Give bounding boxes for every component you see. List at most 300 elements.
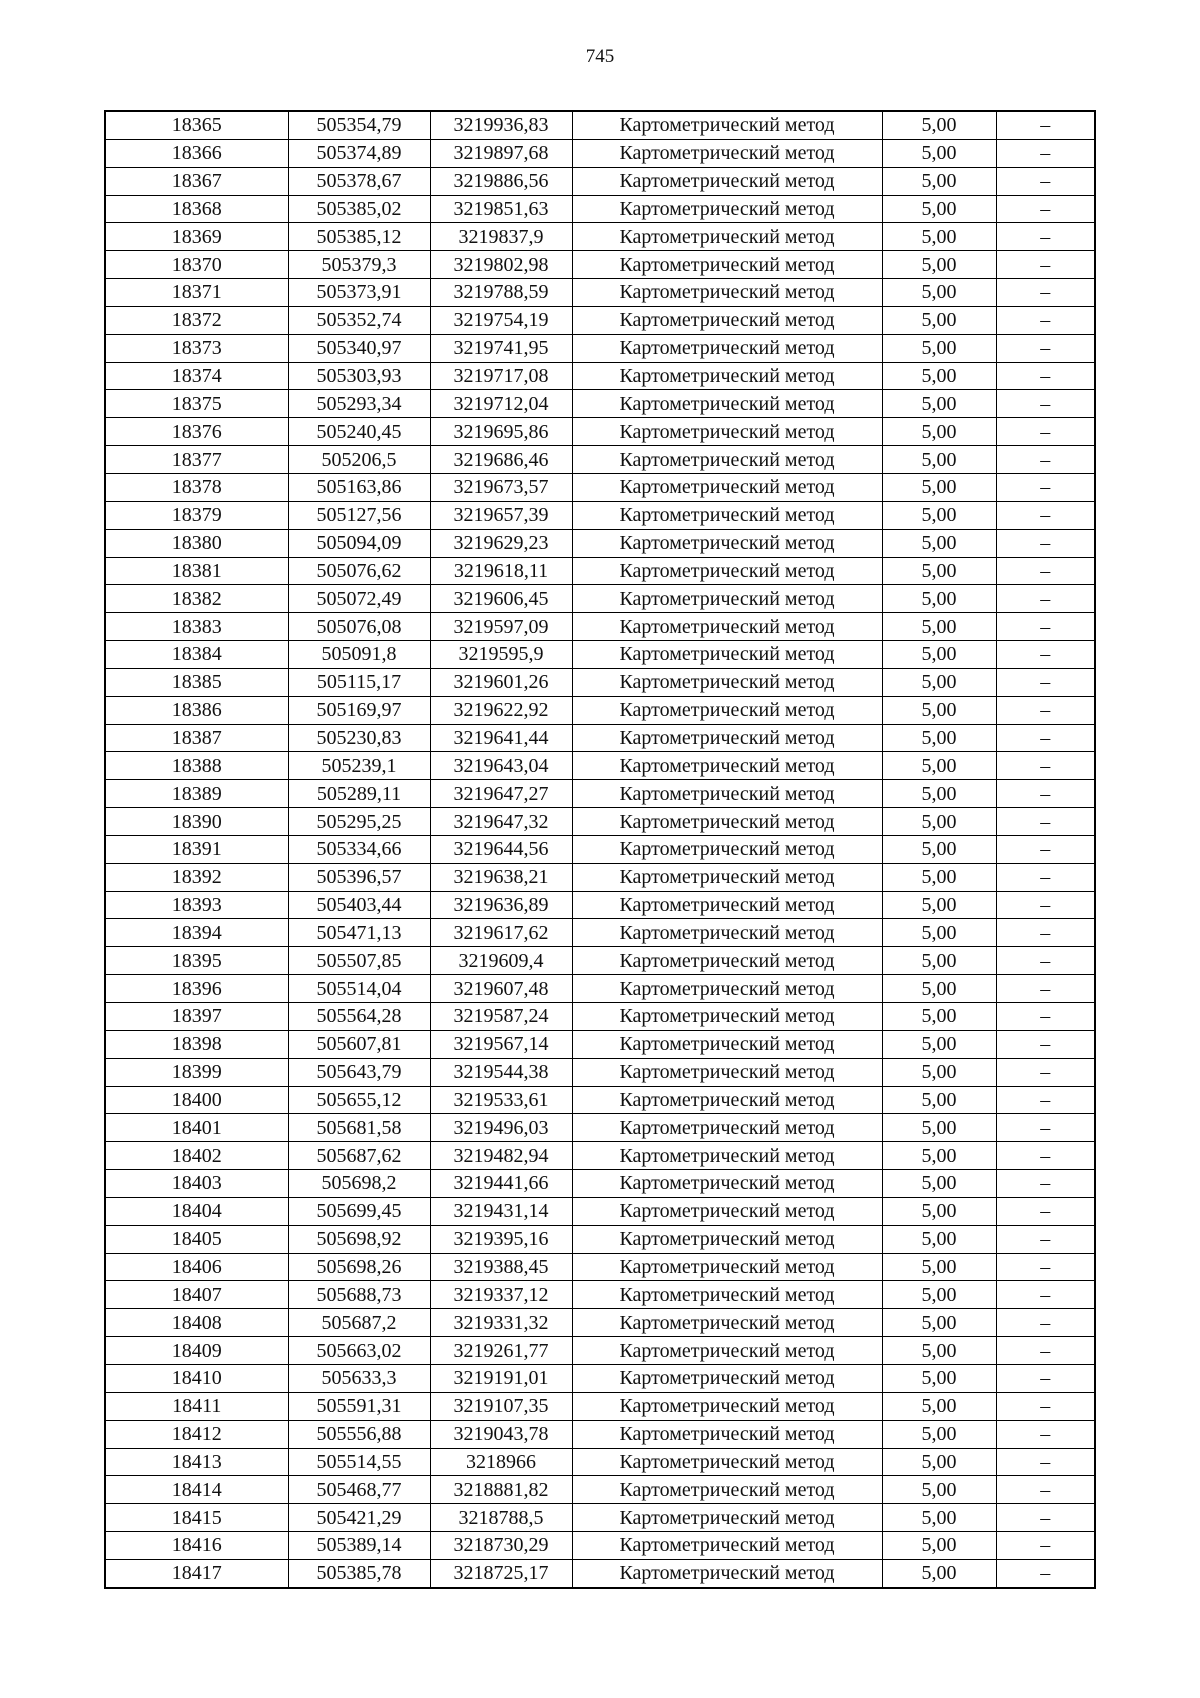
error-cell: 5,00: [882, 975, 996, 1003]
y-coordinate-cell: 3219644,56: [430, 835, 572, 863]
method-cell: Картометрический метод: [572, 808, 882, 836]
table-row: [105, 863, 1095, 891]
method-cell: Картометрический метод: [572, 167, 882, 195]
method-cell: Картометрический метод: [572, 1559, 882, 1587]
dash-cell: –: [996, 613, 1095, 641]
point-number-cell: 18400: [105, 1086, 288, 1114]
dash-cell: –: [996, 1142, 1095, 1170]
error-cell: 5,00: [882, 1392, 996, 1420]
table-row: [105, 139, 1095, 167]
y-coordinate-cell: 3219622,92: [430, 696, 572, 724]
dash-cell: –: [996, 501, 1095, 529]
method-cell: Картометрический метод: [572, 473, 882, 501]
point-number-cell: 18387: [105, 724, 288, 752]
page-number: 745: [585, 46, 615, 67]
y-coordinate-cell: 3219607,48: [430, 975, 572, 1003]
y-coordinate-cell: 3219754,19: [430, 306, 572, 334]
y-coordinate-cell: 3219629,23: [430, 529, 572, 557]
y-coordinate-cell: 3219261,77: [430, 1337, 572, 1365]
point-number-cell: 18393: [105, 891, 288, 919]
y-coordinate-cell: 3219337,12: [430, 1281, 572, 1309]
y-coordinate-cell: 3219647,32: [430, 808, 572, 836]
dash-cell: –: [996, 752, 1095, 780]
y-coordinate-cell: 3219597,09: [430, 613, 572, 641]
y-coordinate-cell: 3219587,24: [430, 1003, 572, 1031]
dash-cell: –: [996, 1170, 1095, 1198]
point-number-cell: 18377: [105, 446, 288, 474]
x-coordinate-cell: 505403,44: [288, 891, 430, 919]
table-row: [105, 752, 1095, 780]
method-cell: Картометрический метод: [572, 1225, 882, 1253]
table-row: [105, 808, 1095, 836]
x-coordinate-cell: 505239,1: [288, 752, 430, 780]
table-row: [105, 1448, 1095, 1476]
x-coordinate-cell: 505169,97: [288, 696, 430, 724]
x-coordinate-cell: 505354,79: [288, 111, 430, 139]
y-coordinate-cell: 3219496,03: [430, 1114, 572, 1142]
method-cell: Картометрический метод: [572, 975, 882, 1003]
method-cell: Картометрический метод: [572, 1253, 882, 1281]
y-coordinate-cell: 3219802,98: [430, 251, 572, 279]
table-row: [105, 1003, 1095, 1031]
dash-cell: –: [996, 919, 1095, 947]
y-coordinate-cell: 3218788,5: [430, 1504, 572, 1532]
error-cell: 5,00: [882, 418, 996, 446]
method-cell: Картометрический метод: [572, 1197, 882, 1225]
point-number-cell: 18417: [105, 1559, 288, 1587]
error-cell: 5,00: [882, 1448, 996, 1476]
table-row: [105, 362, 1095, 390]
method-cell: Картометрический метод: [572, 1114, 882, 1142]
method-cell: Картометрический метод: [572, 390, 882, 418]
y-coordinate-cell: 3219647,27: [430, 780, 572, 808]
y-coordinate-cell: 3219712,04: [430, 390, 572, 418]
y-coordinate-cell: 3219886,56: [430, 167, 572, 195]
point-number-cell: 18403: [105, 1170, 288, 1198]
method-cell: Картометрический метод: [572, 919, 882, 947]
y-coordinate-cell: 3219643,04: [430, 752, 572, 780]
error-cell: 5,00: [882, 919, 996, 947]
table-row: [105, 1532, 1095, 1560]
y-coordinate-cell: 3218725,17: [430, 1559, 572, 1587]
error-cell: 5,00: [882, 195, 996, 223]
error-cell: 5,00: [882, 251, 996, 279]
table-row: [105, 557, 1095, 585]
table-row: [105, 223, 1095, 251]
y-coordinate-cell: 3219601,26: [430, 668, 572, 696]
table-row: [105, 1030, 1095, 1058]
error-cell: 5,00: [882, 1086, 996, 1114]
table-row: [105, 1476, 1095, 1504]
error-cell: 5,00: [882, 557, 996, 585]
y-coordinate-cell: 3218730,29: [430, 1532, 572, 1560]
method-cell: Картометрический метод: [572, 195, 882, 223]
error-cell: 5,00: [882, 808, 996, 836]
table-row: [105, 1281, 1095, 1309]
y-coordinate-cell: 3219388,45: [430, 1253, 572, 1281]
method-cell: Картометрический метод: [572, 1030, 882, 1058]
dash-cell: –: [996, 1058, 1095, 1086]
x-coordinate-cell: 505633,3: [288, 1364, 430, 1392]
dash-cell: –: [996, 167, 1095, 195]
x-coordinate-cell: 505607,81: [288, 1030, 430, 1058]
x-coordinate-cell: 505688,73: [288, 1281, 430, 1309]
x-coordinate-cell: 505507,85: [288, 947, 430, 975]
method-cell: Картометрический метод: [572, 780, 882, 808]
x-coordinate-cell: 505698,2: [288, 1170, 430, 1198]
point-number-cell: 18376: [105, 418, 288, 446]
x-coordinate-cell: 505655,12: [288, 1086, 430, 1114]
table-row: [105, 390, 1095, 418]
error-cell: 5,00: [882, 111, 996, 139]
point-number-cell: 18416: [105, 1532, 288, 1560]
error-cell: 5,00: [882, 1114, 996, 1142]
dash-cell: –: [996, 585, 1095, 613]
table-row: [105, 1559, 1095, 1587]
dash-cell: –: [996, 1392, 1095, 1420]
dash-cell: –: [996, 1448, 1095, 1476]
method-cell: Картометрический метод: [572, 613, 882, 641]
table-row: [105, 1420, 1095, 1448]
error-cell: 5,00: [882, 1030, 996, 1058]
table-row: [105, 585, 1095, 613]
coordinates-table-body: [105, 111, 1095, 1588]
table-row: [105, 1309, 1095, 1337]
method-cell: Картометрический метод: [572, 1364, 882, 1392]
point-number-cell: 18407: [105, 1281, 288, 1309]
point-number-cell: 18378: [105, 473, 288, 501]
error-cell: 5,00: [882, 1197, 996, 1225]
y-coordinate-cell: 3219741,95: [430, 334, 572, 362]
x-coordinate-cell: 505385,78: [288, 1559, 430, 1587]
dash-cell: –: [996, 390, 1095, 418]
dash-cell: –: [996, 863, 1095, 891]
error-cell: 5,00: [882, 1253, 996, 1281]
x-coordinate-cell: 505115,17: [288, 668, 430, 696]
dash-cell: –: [996, 529, 1095, 557]
error-cell: 5,00: [882, 863, 996, 891]
error-cell: 5,00: [882, 947, 996, 975]
point-number-cell: 18366: [105, 139, 288, 167]
table-row: [105, 446, 1095, 474]
error-cell: 5,00: [882, 613, 996, 641]
x-coordinate-cell: 505094,09: [288, 529, 430, 557]
table-row: [105, 947, 1095, 975]
point-number-cell: 18365: [105, 111, 288, 139]
x-coordinate-cell: 505471,13: [288, 919, 430, 947]
method-cell: Картометрический метод: [572, 1058, 882, 1086]
table-row: [105, 1225, 1095, 1253]
table-row: [105, 195, 1095, 223]
x-coordinate-cell: 505076,08: [288, 613, 430, 641]
x-coordinate-cell: 505421,29: [288, 1504, 430, 1532]
dash-cell: –: [996, 947, 1095, 975]
error-cell: 5,00: [882, 1309, 996, 1337]
point-number-cell: 18398: [105, 1030, 288, 1058]
x-coordinate-cell: 505206,5: [288, 446, 430, 474]
error-cell: 5,00: [882, 1476, 996, 1504]
method-cell: Картометрический метод: [572, 1476, 882, 1504]
x-coordinate-cell: 505303,93: [288, 362, 430, 390]
table-row: [105, 334, 1095, 362]
point-number-cell: 18402: [105, 1142, 288, 1170]
point-number-cell: 18409: [105, 1337, 288, 1365]
error-cell: 5,00: [882, 223, 996, 251]
dash-cell: –: [996, 1420, 1095, 1448]
y-coordinate-cell: 3219609,4: [430, 947, 572, 975]
y-coordinate-cell: 3219695,86: [430, 418, 572, 446]
dash-cell: –: [996, 1114, 1095, 1142]
table-row: [105, 111, 1095, 139]
dash-cell: –: [996, 362, 1095, 390]
point-number-cell: 18370: [105, 251, 288, 279]
method-cell: Картометрический метод: [572, 1392, 882, 1420]
table-row: [105, 1364, 1095, 1392]
method-cell: Картометрический метод: [572, 111, 882, 139]
error-cell: 5,00: [882, 1281, 996, 1309]
dash-cell: –: [996, 111, 1095, 139]
error-cell: 5,00: [882, 1058, 996, 1086]
x-coordinate-cell: 505698,26: [288, 1253, 430, 1281]
y-coordinate-cell: 3219638,21: [430, 863, 572, 891]
y-coordinate-cell: 3219897,68: [430, 139, 572, 167]
y-coordinate-cell: 3219395,16: [430, 1225, 572, 1253]
method-cell: Картометрический метод: [572, 306, 882, 334]
table-row: [105, 1197, 1095, 1225]
x-coordinate-cell: 505374,89: [288, 139, 430, 167]
error-cell: 5,00: [882, 529, 996, 557]
method-cell: Картометрический метод: [572, 223, 882, 251]
dash-cell: –: [996, 1197, 1095, 1225]
x-coordinate-cell: 505643,79: [288, 1058, 430, 1086]
point-number-cell: 18385: [105, 668, 288, 696]
method-cell: Картометрический метод: [572, 1532, 882, 1560]
point-number-cell: 18395: [105, 947, 288, 975]
dash-cell: –: [996, 1476, 1095, 1504]
point-number-cell: 18405: [105, 1225, 288, 1253]
error-cell: 5,00: [882, 724, 996, 752]
point-number-cell: 18408: [105, 1309, 288, 1337]
table-row: [105, 975, 1095, 1003]
error-cell: 5,00: [882, 585, 996, 613]
x-coordinate-cell: 505127,56: [288, 501, 430, 529]
y-coordinate-cell: 3219544,38: [430, 1058, 572, 1086]
x-coordinate-cell: 505334,66: [288, 835, 430, 863]
point-number-cell: 18380: [105, 529, 288, 557]
method-cell: Картометрический метод: [572, 251, 882, 279]
y-coordinate-cell: 3219567,14: [430, 1030, 572, 1058]
point-number-cell: 18414: [105, 1476, 288, 1504]
table-row: [105, 418, 1095, 446]
point-number-cell: 18369: [105, 223, 288, 251]
x-coordinate-cell: 505687,62: [288, 1142, 430, 1170]
point-number-cell: 18412: [105, 1420, 288, 1448]
dash-cell: –: [996, 696, 1095, 724]
method-cell: Картометрический метод: [572, 641, 882, 669]
x-coordinate-cell: 505352,74: [288, 306, 430, 334]
point-number-cell: 18392: [105, 863, 288, 891]
x-coordinate-cell: 505564,28: [288, 1003, 430, 1031]
dash-cell: –: [996, 975, 1095, 1003]
point-number-cell: 18410: [105, 1364, 288, 1392]
table-row: [105, 1170, 1095, 1198]
point-number-cell: 18399: [105, 1058, 288, 1086]
point-number-cell: 18389: [105, 780, 288, 808]
error-cell: 5,00: [882, 780, 996, 808]
x-coordinate-cell: 505240,45: [288, 418, 430, 446]
point-number-cell: 18386: [105, 696, 288, 724]
point-number-cell: 18404: [105, 1197, 288, 1225]
dash-cell: –: [996, 557, 1095, 585]
table-row: [105, 1058, 1095, 1086]
method-cell: Картометрический метод: [572, 947, 882, 975]
point-number-cell: 18374: [105, 362, 288, 390]
dash-cell: –: [996, 1364, 1095, 1392]
table-row: [105, 1504, 1095, 1532]
error-cell: 5,00: [882, 139, 996, 167]
method-cell: Картометрический метод: [572, 557, 882, 585]
table-row: [105, 724, 1095, 752]
dash-cell: –: [996, 1532, 1095, 1560]
y-coordinate-cell: 3219331,32: [430, 1309, 572, 1337]
x-coordinate-cell: 505289,11: [288, 780, 430, 808]
x-coordinate-cell: 505378,67: [288, 167, 430, 195]
y-coordinate-cell: 3219851,63: [430, 195, 572, 223]
x-coordinate-cell: 505072,49: [288, 585, 430, 613]
method-cell: Картометрический метод: [572, 585, 882, 613]
y-coordinate-cell: 3219191,01: [430, 1364, 572, 1392]
table-row: [105, 668, 1095, 696]
y-coordinate-cell: 3219636,89: [430, 891, 572, 919]
method-cell: Картометрический метод: [572, 334, 882, 362]
dash-cell: –: [996, 780, 1095, 808]
dash-cell: –: [996, 835, 1095, 863]
method-cell: Картометрический метод: [572, 1142, 882, 1170]
y-coordinate-cell: 3219936,83: [430, 111, 572, 139]
dash-cell: –: [996, 306, 1095, 334]
method-cell: Картометрический метод: [572, 724, 882, 752]
point-number-cell: 18383: [105, 613, 288, 641]
dash-cell: –: [996, 1003, 1095, 1031]
dash-cell: –: [996, 1225, 1095, 1253]
point-number-cell: 18413: [105, 1448, 288, 1476]
method-cell: Картометрический метод: [572, 835, 882, 863]
dash-cell: –: [996, 1253, 1095, 1281]
y-coordinate-cell: 3219717,08: [430, 362, 572, 390]
x-coordinate-cell: 505076,62: [288, 557, 430, 585]
dash-cell: –: [996, 641, 1095, 669]
table-row: [105, 641, 1095, 669]
point-number-cell: 18391: [105, 835, 288, 863]
x-coordinate-cell: 505591,31: [288, 1392, 430, 1420]
x-coordinate-cell: 505698,92: [288, 1225, 430, 1253]
table-row: [105, 473, 1095, 501]
y-coordinate-cell: 3219641,44: [430, 724, 572, 752]
method-cell: Картометрический метод: [572, 1281, 882, 1309]
dash-cell: –: [996, 418, 1095, 446]
table-row: [105, 279, 1095, 307]
dash-cell: –: [996, 446, 1095, 474]
method-cell: Картометрический метод: [572, 1170, 882, 1198]
method-cell: Картометрический метод: [572, 529, 882, 557]
dash-cell: –: [996, 1030, 1095, 1058]
method-cell: Картометрический метод: [572, 1337, 882, 1365]
method-cell: Картометрический метод: [572, 418, 882, 446]
dash-cell: –: [996, 808, 1095, 836]
y-coordinate-cell: 3218966: [430, 1448, 572, 1476]
method-cell: Картометрический метод: [572, 863, 882, 891]
x-coordinate-cell: 505293,34: [288, 390, 430, 418]
y-coordinate-cell: 3219441,66: [430, 1170, 572, 1198]
dash-cell: –: [996, 139, 1095, 167]
point-number-cell: 18396: [105, 975, 288, 1003]
point-number-cell: 18411: [105, 1392, 288, 1420]
x-coordinate-cell: 505687,2: [288, 1309, 430, 1337]
table-row: [105, 1114, 1095, 1142]
method-cell: Картометрический метод: [572, 696, 882, 724]
point-number-cell: 18379: [105, 501, 288, 529]
dash-cell: –: [996, 1504, 1095, 1532]
point-number-cell: 18390: [105, 808, 288, 836]
dash-cell: –: [996, 195, 1095, 223]
x-coordinate-cell: 505385,02: [288, 195, 430, 223]
x-coordinate-cell: 505295,25: [288, 808, 430, 836]
dash-cell: –: [996, 279, 1095, 307]
y-coordinate-cell: 3219595,9: [430, 641, 572, 669]
error-cell: 5,00: [882, 752, 996, 780]
error-cell: 5,00: [882, 390, 996, 418]
error-cell: 5,00: [882, 167, 996, 195]
x-coordinate-cell: 505163,86: [288, 473, 430, 501]
point-number-cell: 18394: [105, 919, 288, 947]
method-cell: Картометрический метод: [572, 139, 882, 167]
table-row: [105, 1392, 1095, 1420]
method-cell: Картометрический метод: [572, 752, 882, 780]
dash-cell: –: [996, 334, 1095, 362]
error-cell: 5,00: [882, 306, 996, 334]
x-coordinate-cell: 505230,83: [288, 724, 430, 752]
y-coordinate-cell: 3219533,61: [430, 1086, 572, 1114]
error-cell: 5,00: [882, 1142, 996, 1170]
dash-cell: –: [996, 1086, 1095, 1114]
method-cell: Картометрический метод: [572, 1309, 882, 1337]
dash-cell: –: [996, 223, 1095, 251]
dash-cell: –: [996, 473, 1095, 501]
x-coordinate-cell: 505514,55: [288, 1448, 430, 1476]
method-cell: Картометрический метод: [572, 668, 882, 696]
method-cell: Картометрический метод: [572, 891, 882, 919]
y-coordinate-cell: 3219107,35: [430, 1392, 572, 1420]
y-coordinate-cell: 3219606,45: [430, 585, 572, 613]
x-coordinate-cell: 505699,45: [288, 1197, 430, 1225]
point-number-cell: 18384: [105, 641, 288, 669]
error-cell: 5,00: [882, 501, 996, 529]
error-cell: 5,00: [882, 1559, 996, 1587]
method-cell: Картометрический метод: [572, 1003, 882, 1031]
error-cell: 5,00: [882, 334, 996, 362]
x-coordinate-cell: 505396,57: [288, 863, 430, 891]
table-row: [105, 529, 1095, 557]
point-number-cell: 18367: [105, 167, 288, 195]
table-row: [105, 501, 1095, 529]
table-row: [105, 1337, 1095, 1365]
error-cell: 5,00: [882, 641, 996, 669]
coordinates-table: [104, 110, 1096, 1589]
y-coordinate-cell: 3218881,82: [430, 1476, 572, 1504]
point-number-cell: 18381: [105, 557, 288, 585]
dash-cell: –: [996, 668, 1095, 696]
method-cell: Картометрический метод: [572, 1448, 882, 1476]
